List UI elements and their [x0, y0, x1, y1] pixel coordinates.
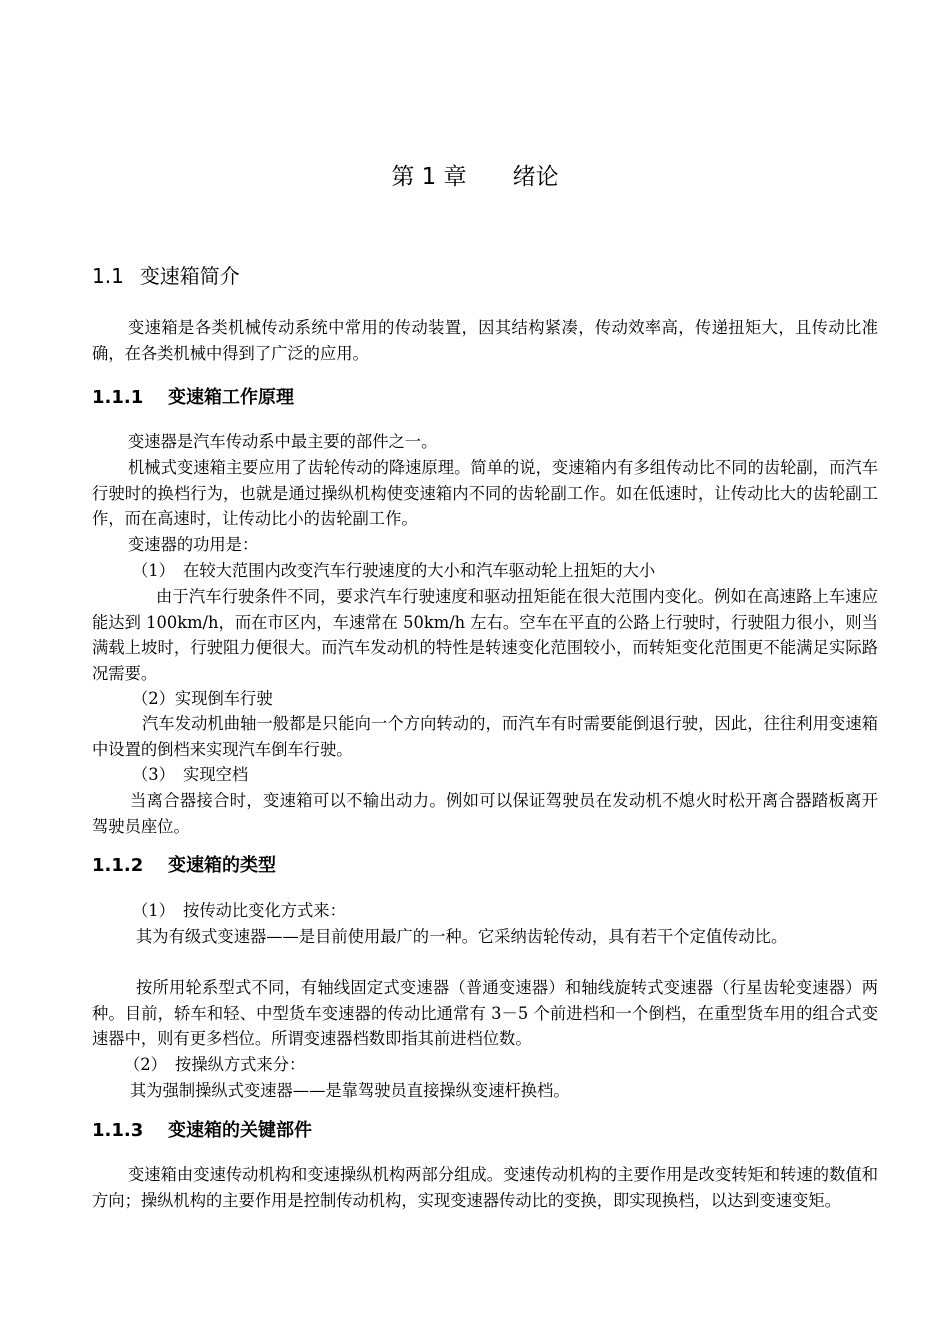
chapter-name: 绪论 — [512, 164, 559, 190]
section-heading-1-1 — [92, 262, 240, 290]
paragraph-intro: 变速箱是各类机械传动系统中常用的传动装置，因其结构紧凑，传动效率高，传递扭矩大，且传动比准确，在各类机械中得到了广泛的应用。 — [92, 318, 878, 363]
section-title: 变速箱的类型 — [168, 855, 276, 876]
chapter-label: 第 1 章 — [391, 164, 467, 190]
section-title: 变速箱的关键部件 — [168, 1120, 312, 1141]
chapter-title — [0, 160, 950, 194]
paragraph: 机械式变速箱主要应用了齿轮传动的降速原理。简单的说，变速箱内有多组传动比不同的齿轮副，而汽车行驶时的换档行为，也就是通过操纵机构使变速箱内不同的齿轮副工作。如在低速时，让传动比大的齿轮副工作，而在高速时，让传动比小的齿轮副工作。 — [92, 458, 878, 529]
section-heading-1-1-3 — [92, 1118, 312, 1144]
section-number: 1.1.1 — [92, 387, 144, 408]
section-title: 变速箱简介 — [139, 264, 240, 288]
paragraph: 变速器的功用是： — [128, 535, 259, 554]
paragraph: 由于汽车行驶条件不同，要求汽车行驶速度和驱动扭矩能在很大范围内变化。例如在高速路上车速应能达到 100km/h，而在市区内，车速常在 50km/h 左右。空车在平直的公路上行驶时，行驶阻力很小，则当满载上坡时，行驶阻力便很大。而汽车发动机的特性是转速变化范围较小，而转矩变化范围更不能满足实际路况需要。 — [92, 587, 878, 684]
paragraph: 当离合器接合时，变速箱可以不输出动力。例如可以保证驾驶员在发动机不熄火时松开离合器踏板离开驾驶员座位。 — [92, 791, 878, 836]
list-item-heading: （1） 在较大范围内改变汽车行驶速度的大小和汽车驱动轮上扭矩的大小 — [132, 561, 656, 580]
section-number: 1.1.2 — [92, 855, 144, 876]
section-number: 1.1 — [92, 264, 124, 288]
list-item-heading: （2）实现倒车行驶 — [132, 689, 273, 708]
paragraph: 变速箱由变速传动机构和变速操纵机构两部分组成。变速传动机构的主要作用是改变转矩和转速的数值和方向；操纵机构的主要作用是控制传动机构，实现变速器传动比的变换，即实现换档，以达到变速变矩。 — [92, 1165, 878, 1210]
list-item-heading: （3） 实现空档 — [132, 765, 249, 784]
paragraph: 汽车发动机曲轴一般都是只能向一个方向转动的，而汽车有时需要能倒退行驶，因此，往往利用变速箱中设置的倒档来实现汽车倒车行驶。 — [92, 714, 878, 759]
list-item-heading: （1） 按传动比变化方式来： — [132, 901, 346, 920]
paragraph: 其为强制操纵式变速器——是靠驾驶员直接操纵变速杆换档。 — [130, 1081, 570, 1100]
section-heading-1-1-2 — [92, 853, 276, 879]
paragraph: 变速器是汽车传动系中最主要的部件之一。 — [128, 432, 438, 451]
list-item-heading: （2） 按操纵方式来分： — [124, 1055, 306, 1074]
paragraph: 其为有级式变速器——是目前使用最广的一种。它采纳齿轮传动，具有若干个定值传动比。 — [136, 927, 788, 946]
section-title: 变速箱工作原理 — [168, 387, 294, 408]
section-number: 1.1.3 — [92, 1120, 144, 1141]
paragraph: 按所用轮系型式不同，有轴线固定式变速器（普通变速器）和轴线旋转式变速器（行星齿轮变速器）两种。目前，轿车和轻、中型货车变速器的传动比通常有 3－5 个前进档和一个倒档，在重型货车用的组合式变速器中，则有更多档位。所谓变速器档数即指其前进档位数。 — [92, 978, 878, 1049]
section-heading-1-1-1 — [92, 385, 294, 411]
